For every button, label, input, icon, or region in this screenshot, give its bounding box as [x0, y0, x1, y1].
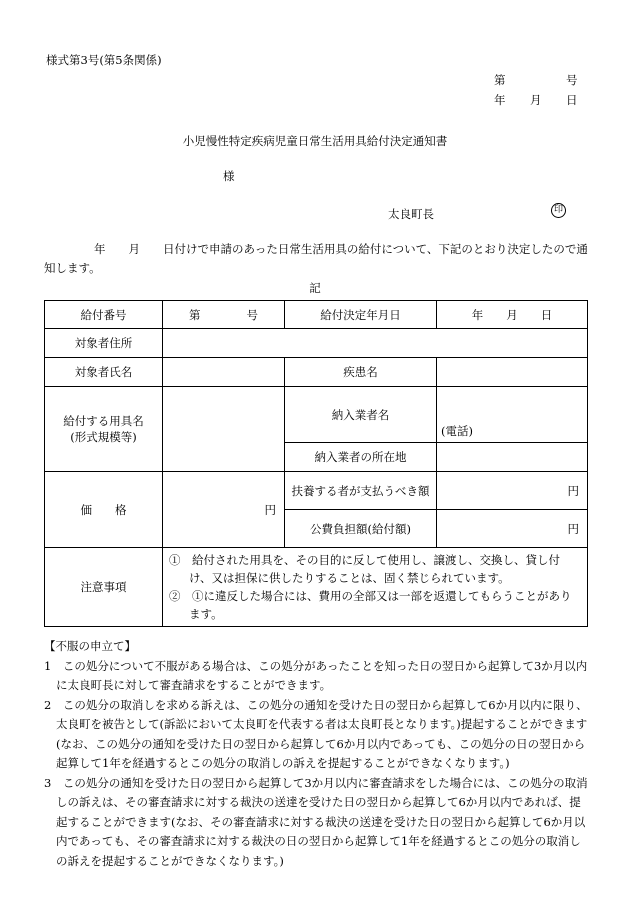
- document-title: 小児慢性特定疾病児童日常生活用具給付決定通知書: [182, 134, 448, 148]
- disease-label: 疾患名: [285, 358, 437, 387]
- phone-label: (電話): [441, 424, 473, 438]
- decision-table: [44, 300, 588, 627]
- payer-yen: 円: [437, 472, 588, 510]
- name-label: 対象者氏名: [45, 358, 163, 387]
- address-label: 対象者住所: [45, 329, 163, 358]
- price-yen: 円: [163, 472, 285, 548]
- vendor-label: 納入業者名: [285, 387, 437, 443]
- table-row: [45, 548, 588, 627]
- form-id: 様式第3号(第5条関係): [46, 53, 162, 67]
- vendor-value: [437, 387, 588, 443]
- address-value: [163, 329, 588, 358]
- public-yen: 円: [437, 510, 588, 548]
- equipment-label-line2: (形式規模等): [70, 430, 137, 444]
- grant-no-label: 給付番号: [45, 301, 163, 329]
- public-label: 公費負担額(給付額): [285, 510, 437, 548]
- seal-mark: 印: [551, 203, 566, 218]
- equipment-label: [45, 387, 163, 472]
- vendor-address-value: [437, 443, 588, 472]
- equipment-value: [163, 387, 285, 472]
- appeal-heading: 【不服の申立て】: [44, 639, 136, 653]
- vendor-address-label: 納入業者の所在地: [285, 443, 437, 472]
- decision-date-label: 給付決定年月日: [285, 301, 437, 329]
- price-label: 価 格: [45, 472, 163, 548]
- equipment-label-line1: 給付する用具名: [63, 414, 144, 428]
- document-number: [494, 72, 578, 88]
- addressee: 様: [223, 169, 235, 183]
- issue-date-month: 月: [530, 93, 542, 107]
- table-row: [45, 301, 588, 329]
- notes-value: [163, 548, 588, 627]
- document-number-prefix: 第: [494, 73, 506, 87]
- notes-label: 注意事項: [45, 548, 163, 627]
- grant-no-value: 第 号: [163, 301, 285, 329]
- appeal-item: 1 この処分について不服がある場合は、この処分があったことを知った日の翌日から起算して3か月以内に太良町長に対して審査請求をすることができます。: [44, 658, 588, 692]
- table-row: [45, 387, 588, 443]
- sender: 太良町長: [388, 207, 434, 221]
- appeal-item: 2 この処分の取消しを求める訴えは、この処分の通知を受けた日の翌日から起算して6か月以内に限り、太良町を被告として(訴訟において太良町を代表する者は太良町長となります。)提起することができます(なお、この処分の通知を受けた日の翌日から起算して6か月以内であっても、この処分の日の翌日から起算して1年を経過するとこの処分の取消しの訴えを提起することができなくなります。): [44, 697, 588, 770]
- appeal-section: [44, 637, 592, 871]
- decision-date-value: 年 月 日: [437, 301, 588, 329]
- note-item: ① 給付された用具を、その目的に反して使用し、譲渡し、交換し、貸し付け、又は担保に供したりすることは、固く禁じられています。: [169, 553, 560, 585]
- table-row: [45, 358, 588, 387]
- issue-date-day: 日: [566, 93, 578, 107]
- ki-heading: 記: [309, 281, 321, 295]
- document-number-suffix: 号: [566, 73, 578, 87]
- table-row: [45, 472, 588, 510]
- note-item: ② ①に違反した場合には、費用の全部又は一部を返還してもらうことがあります。: [169, 589, 572, 621]
- issue-date-year: 年: [494, 93, 506, 107]
- table-row: [45, 329, 588, 358]
- payer-label: 扶養する者が支払うべき額: [285, 472, 437, 510]
- body-text: 年 月 日付けで申請のあった日常生活用具の給付について、下記のとおり決定したので通知します。: [44, 242, 588, 275]
- appeal-item: 3 この処分の通知を受けた日の翌日から起算して3か月以内に審査請求をした場合には、この処分の取消しの訴えは、その審査請求に対する裁決の送達を受けた日の翌日から起算して6か月以内であれば、提起することができます(なお、その審査請求に対する裁決の送達を受けた日の翌日から起算して6か月以内であっても、その審査請求に対する裁決の日の翌日から起算して1年を経過するとこの処分の取消しの訴えを提起することができなくなります。): [44, 775, 588, 868]
- name-value: [163, 358, 285, 387]
- disease-value: [437, 358, 588, 387]
